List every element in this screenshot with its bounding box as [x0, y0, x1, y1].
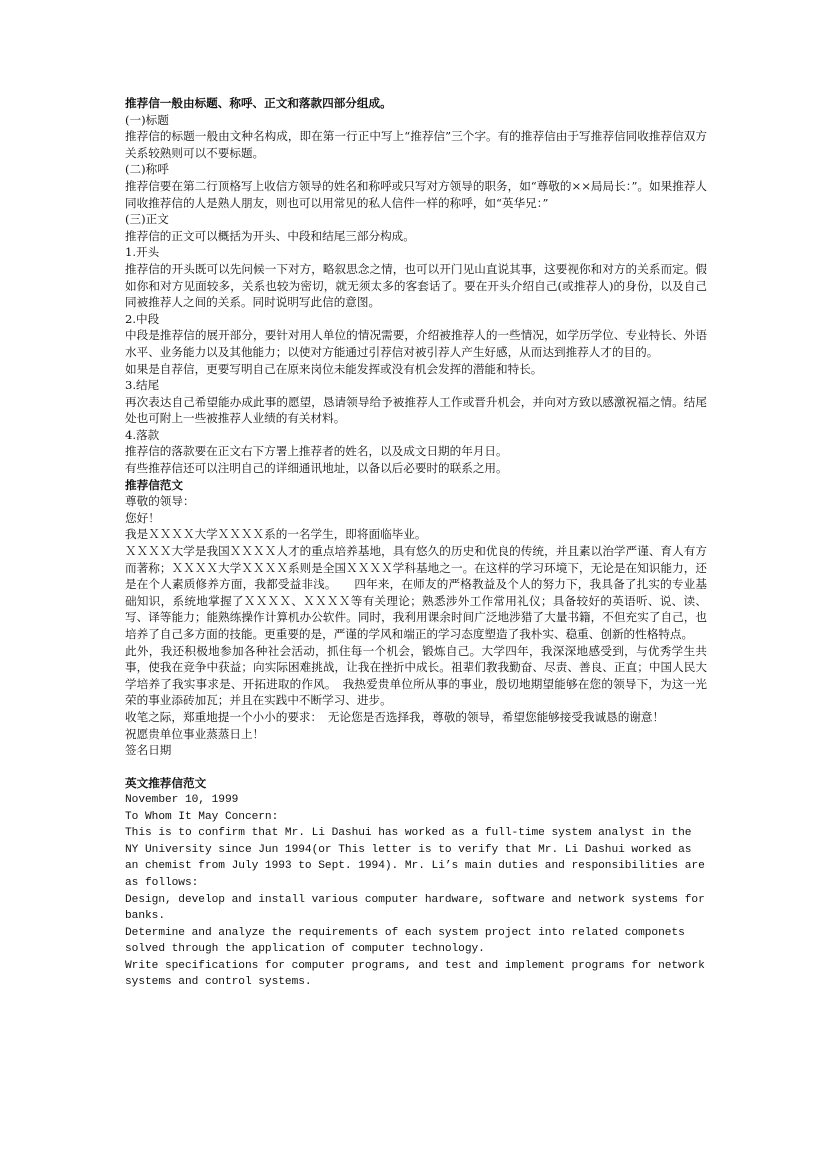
section-body-intro: 推荐信的正文可以概括为开头、中段和结尾三部分构成。 — [125, 228, 415, 243]
letter-paragraph: 此外，我还积极地参加各种社会活动，抓住每一个机会，锻炼自己。大学四年，我深深地感受到，与优秀学生共事，使我在竞争中获益；向实际困难挑战，让我在挫折中成长。祖辈们教我勤奋、尽责、善良、正直；中国人民大学培养了我实事求是、开拓进取的作风。 我热爱贵单位所从事的事业，殷切地期望能够在您的领导下，为这一光荣的事业添砖加瓦；并且在实践中不断学习、进步。 — [125, 643, 707, 708]
letter-salutation: 尊敬的领导： — [125, 494, 195, 509]
section-body-label: (三)正文 — [125, 212, 169, 227]
spacer — [125, 759, 707, 776]
letter-hello: 您好！ — [125, 510, 160, 525]
letter-signature: 签名日期 — [125, 743, 172, 758]
guide-heading: 推荐信一般由标题、称呼、正文和落款四部分组成。 — [125, 96, 392, 110]
chinese-sample-letter — [125, 477, 707, 759]
english-paragraph: Write specifications for computer programs, and test and implement programs for network systems and control systems. — [125, 959, 705, 989]
signoff-label: 4.落款 — [125, 427, 160, 442]
middle-text: 中段是推荐信的展开部分，要针对用人单位的情况需要，介绍被推荐人的一些情况，如学历学位、专业特长、外语水平、业务能力以及其他能力；以使对方能通过引荐信对被引荐人产生好感，从而达到推荐人才的目的。 — [125, 328, 707, 359]
section-title-text: 推荐信的标题一般由文种名构成，即在第一行正中写上“推荐信”三个字。有的推荐信由于写推荐信同收推荐信双方关系较熟则可以不要标题。 — [125, 129, 707, 160]
middle-text-2: 如果是自荐信，更要写明自己在原来岗位未能发挥或没有机会发挥的潜能和特长。 — [125, 361, 543, 376]
letter-closing: 收笔之际，郑重地提一个小小的要求： 无论您是否选择我，尊敬的领导，希望您能够接受我诚恳的谢意！ — [125, 709, 665, 724]
section-greeting-text: 推荐信要在第二行顶格写上收信方领导的姓名和称呼或只写对方领导的职务，如“尊敬的××局局长：”。如果推荐人同收推荐信的人是熟人朋友，则也可以用常见的私人信件一样的称呼，如“英华兄：” — [125, 178, 707, 210]
letter-date: November 10, 1999 — [125, 793, 239, 806]
opening-text: 推荐信的开头既可以先问候一下对方，略叙思念之情，也可以开门见山直说其事，这要视你和对方的关系而定。假如你和对方见面较多，关系也较为密切，就无须太多的客套话了。要在开头介绍自己(或推荐人)的身份，以及自己同被推荐人之间的关系。同时说明写此信的意图。 — [125, 261, 707, 310]
signoff-text-2: 有些推荐信还可以注明自己的详细通讯地址，以备以后必要时的联系之用。 — [125, 461, 508, 476]
english-sample-heading: 英文推荐信范文 — [125, 776, 207, 791]
opening-label: 1.开头 — [125, 245, 160, 260]
english-paragraph: This is to confirm that Mr. Li Dashui has worked as a full-time system analyst in the NY University since Jun 1994(or This letter is to verify that Mr. Li Dashui worked as an chemist from July 1993 to Sept. 1994). Mr. Li’s main duties and responsibilities are as follows: — [125, 827, 705, 889]
ending-label: 3.结尾 — [125, 378, 160, 393]
letter-paragraph: ＸＸＸＸ大学是我国ＸＸＸＸ人才的重点培养基地，具有悠久的历史和优良的传统，并且素以治学严谨、育人有方而著称；ＸＸＸＸ大学ＸＸＸＸ系则是全国ＸＸＸＸ学科基地之一。在这样的学习环境下，无论是在知识能力，还是在个人素质修养方面，我都受益非浅。 四年来，在师友的严格教益及个人的努力下，我具备了扎实的专业基础知识，系统地掌握了ＸＸＸＸ、ＸＸＸＸ等有关理论；熟悉涉外工作常用礼仪；具备较好的英语听、说、读、写、译等能力；能熟练操作计算机办公软件。同时，我利用课余时间广泛地涉猎了大量书籍，不但充实了自己，也培养了自己多方面的技能。更重要的是，严谨的学风和端正的学习态度塑造了我朴实、稳重、创新的性格特点。 — [125, 544, 707, 641]
letter-wish: 祝愿贵单位事业蒸蒸日上！ — [125, 726, 265, 741]
signoff-text: 推荐信的落款要在正文右下方署上推荐者的姓名，以及成文日期的年月日。 — [125, 444, 508, 459]
writing-guide — [125, 95, 707, 477]
middle-label: 2.中段 — [125, 311, 160, 326]
english-sample-letter — [125, 775, 707, 991]
sample-heading: 推荐信范文 — [125, 477, 183, 492]
english-paragraph: Determine and analyze the requirements of each system project into related componets solved through the application of computer technology. — [125, 926, 685, 956]
ending-text: 再次表达自己希望能办成此事的愿望，恳请领导给予被推荐人工作或晋升机会，并向对方致以感激祝福之情。结尾处也可附上一些被推荐人业绩的有关材料。 — [125, 394, 707, 426]
section-title-label: (一)标题 — [125, 112, 169, 127]
english-paragraph: Design, develop and install various computer hardware, software and network systems for banks. — [125, 893, 705, 923]
section-greeting-label: (二)称呼 — [125, 162, 169, 177]
english-salutation: To Whom It May Concern: — [125, 810, 279, 823]
letter-intro: 我是ＸＸＸＸ大学ＸＸＸＸ系的一名学生，即将面临毕业。 — [125, 527, 427, 542]
